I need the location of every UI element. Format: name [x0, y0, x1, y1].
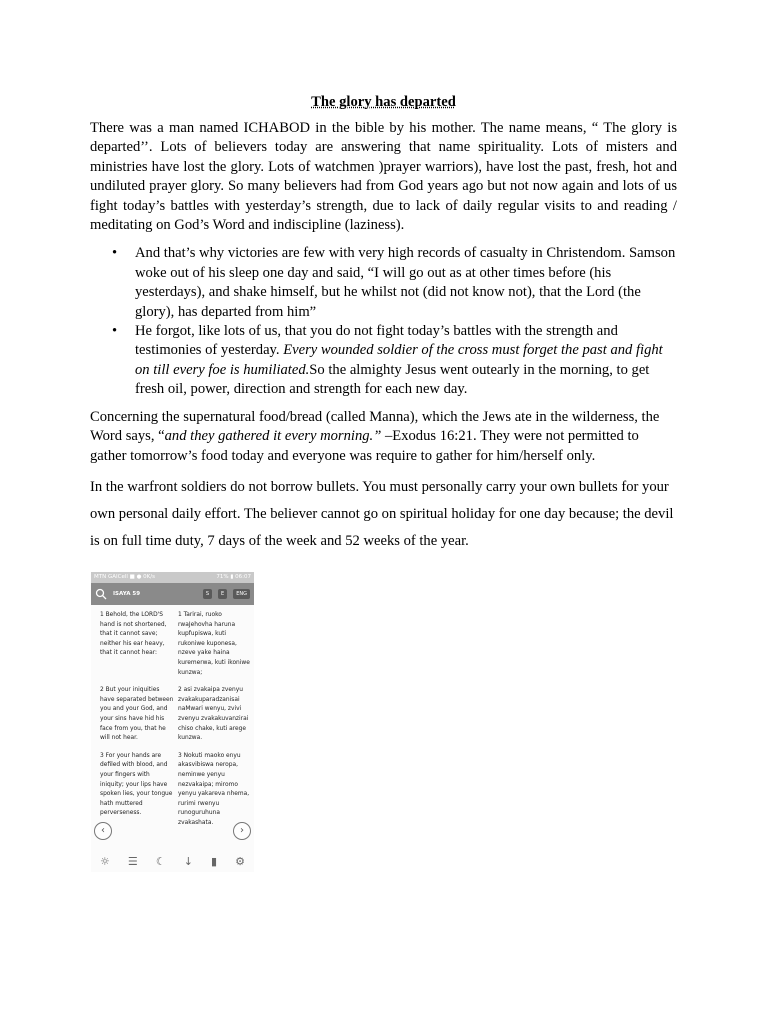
- verse-shona: 1 Tarirai, ruoko rwaJehovha haruna kupfupiswa, kuti rukoniwe kuponesa, nzeve yake haina kuremerwa, kuti ikoniwe kunzwa;: [178, 612, 250, 676]
- chevron-right-icon[interactable]: ›: [233, 822, 251, 840]
- verse-english: 2 But your iniquities have separated between you and your God, and your sins have hid his face from you, that he will not hear.: [100, 687, 174, 742]
- bullet-list: [90, 244, 677, 399]
- e-button[interactable]: E: [218, 589, 227, 599]
- verse-shona: 2 asi zvakaipa zvenyu zvakakuparadzanisai naMwari wenyu, zvivi zvenyu zvakakuvanzirai chiso chake, kuti arege kunzwa.: [178, 687, 249, 742]
- manna-text-cont: –Exodus 16:21. They were not permitted to gather tomorrow’s food today and everyone was require to gather for him/herself only.: [90, 428, 639, 464]
- bullet-text: And that’s why victories are few with very high records of casualty in Christendom. Samson woke out of his sleep one day and said, “I will go out as at other times before (his yesterdays), and shake himself, but he whilst not (did not know not), that the Lord (the glory), has departed from him”: [135, 245, 676, 320]
- manna-text: Concerning the supernatural food/bread (called Manna), which the Jews ate in the wilderness, the Word says, “: [90, 408, 660, 445]
- manna-quote: and they gathered it every morning.”: [164, 428, 382, 445]
- bullet-item-victories: [90, 244, 677, 322]
- verse-grid: [91, 605, 254, 836]
- status-left: MTN GAICell ■ ● 0K/s: [94, 574, 155, 580]
- verse-shona: 3 Nokuti maoko enyu akasvibiswa neropa, neminwe yenyu nezvakaipa; miromo yenyu yakareva nhema, rurimi rwenyu runoguruhuna zvakashata.: [178, 752, 250, 826]
- bottom-toolbar: [91, 850, 254, 872]
- brightness-icon[interactable]: ☼: [100, 854, 110, 868]
- chevron-left-icon[interactable]: ‹: [94, 822, 112, 840]
- bullet-text-cont: So the almighty Jesus went outearly in the morning, to get fresh oil, power, direction and strength for each new day.: [135, 361, 650, 398]
- app-toolbar: [91, 583, 254, 605]
- document-title: The glory has departed: [311, 94, 456, 110]
- paragraph-ichabod: There was a man named ICHABOD in the bible by his mother. The name means, “ The glory is departed’’. Lots of believers today are answering that name spirituality. Lots of misters and ministries have lost the glory. Lots of watchmen )prayer warriors), have lost the past, fresh, hot and undiluted prayer glory. So many believers had from God years ago but not now again and lots of us fight today’s battles with yesterday’s strength, due to lack of daily regular visits to and reading / meditating on God’s Word and indiscipline (laziness).: [90, 120, 677, 234]
- night-mode-icon[interactable]: ☾: [155, 854, 166, 868]
- bullet-text: He forgot, like lots of us, that you do not fight today’s battles with the strength and testimonies of yesterday.: [135, 323, 618, 359]
- verse-english: 3 For your hands are defiled with blood, and your fingers with iniquity; your lips have spoken lies, your tongue hath muttered perverseness.: [100, 752, 173, 817]
- bullet-glyph: •: [112, 245, 118, 262]
- bible-app-screenshot: [91, 572, 254, 872]
- status-right: 71% ▮ 06:07: [216, 574, 251, 580]
- status-bar: [91, 572, 254, 583]
- paragraph-manna: [90, 408, 677, 466]
- paragraph-warfront: In the warfront soldiers do not borrow bullets. You must personally carry your own bullets for your own personal daily effort. The believer cannot go on spiritual holiday for one day because; the devil is on full time duty, 7 days of the week and 52 weeks of the year.: [90, 478, 674, 549]
- document-page: [90, 94, 677, 554]
- bullet-italic-text: Every wounded soldier of the cross must forget the past and fight on till every foe is humiliated.: [135, 342, 663, 378]
- bullet-glyph: •: [112, 323, 118, 340]
- book-title: ISAYA 59: [113, 591, 141, 597]
- search-icon[interactable]: [95, 588, 107, 600]
- bullet-item-forgot: [90, 322, 677, 400]
- verse-english: 1 Behold, the LORD'S hand is not shortened, that it cannot save; neither his ear heavy, that it cannot hear:: [100, 612, 167, 657]
- menu-icon[interactable]: ☰: [127, 854, 138, 868]
- download-icon[interactable]: ↓: [183, 854, 193, 868]
- bookmark-icon[interactable]: ▮: [210, 854, 218, 868]
- language-button[interactable]: ENG: [233, 589, 250, 599]
- settings-icon[interactable]: ⚙: [235, 854, 245, 868]
- s-button[interactable]: S: [203, 589, 212, 599]
